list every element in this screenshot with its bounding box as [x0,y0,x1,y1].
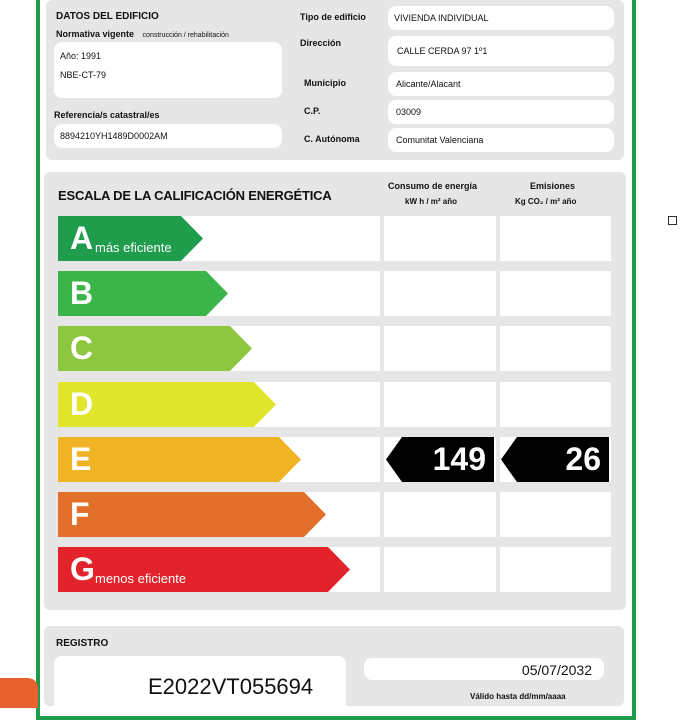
energy-cell-b [384,271,496,316]
class-letter-f: F [70,496,90,532]
class-letter-d: D [70,386,94,422]
registry-number: E2022VT055694 [148,674,314,699]
building-data-panel [46,0,624,160]
region-box [388,128,614,152]
emissions-rating-tag [501,437,609,482]
emissions-cell-c [500,326,611,371]
cadastral-ref-box [54,124,282,148]
class-arrow-a [58,216,203,261]
checkbox-icon[interactable] [668,216,677,225]
municipality-label: Municipio [304,78,346,88]
building-data-title: DATOS DEL EDIFICIO [56,11,159,22]
class-arrow-g [58,547,350,592]
address-box [388,36,614,66]
energy-cell-d [384,382,496,427]
class-arrow-d [58,382,276,427]
validity-note: Válido hasta dd/mm/aaaa [470,692,566,701]
address-value: CALLE CERDA 97 1º1 [397,46,488,56]
class-arrow-b [58,271,228,316]
norm-value: NBE-CT-79 [60,70,107,80]
cadastral-ref-value: 8894210YH1489D0002AM [60,131,168,141]
energy-cell-g [384,547,496,592]
cadastral-ref-label: Referencia/s catastral/es [54,110,160,120]
emissions-cell-f [500,492,611,537]
registry-panel [44,626,624,706]
energy-rating-tag-value: 149 [432,441,486,477]
registry-title: REGISTRO [56,638,109,649]
energy-unit: kW h / m² año [405,197,457,206]
year-value: Año: 1991 [60,51,102,61]
side-tab [0,678,38,708]
building-type-value: VIVIENDA INDIVIDUAL [394,13,489,23]
building-type-box [388,6,614,30]
class-extra-a: más eficiente [95,240,172,255]
energy-cell-f [384,492,496,537]
postal-code-value: 03009 [396,107,422,117]
registry-date-box [364,658,604,680]
class-letter-a: A [70,220,94,256]
class-arrow-f [58,492,326,537]
municipality-value: Alicante/Alacant [396,79,461,89]
energy-cell-a [384,216,496,261]
postal-code-label: C.P. [304,106,321,116]
energy-rating-tag [386,437,494,482]
class-letter-g: G [70,551,95,587]
address-label: Dirección [300,38,342,48]
emissions-unit: Kg CO₂ / m² año [515,197,577,206]
emissions-cell-a [500,216,611,261]
registry-number-box [54,656,346,716]
postal-code-box [388,100,614,124]
emissions-rating-tag-value: 26 [565,441,601,477]
energy-scale-title: ESCALA DE LA CALIFICACIÓN ENERGÉTICA [58,188,332,203]
class-letter-c: C [70,330,94,366]
region-value: Comunitat Valenciana [396,135,484,145]
registry-date: 05/07/2032 [521,662,592,678]
class-arrow-e [58,437,301,482]
municipality-box [388,72,614,96]
normativa-note: construcción / rehabilitación [142,32,229,39]
emissions-cell-g [500,547,611,592]
class-extra-g: menos eficiente [95,571,187,586]
region-label: C. Autónoma [304,134,360,144]
normativa-box [54,42,282,98]
emissions-cell-d [500,382,611,427]
class-arrow-c [58,326,252,371]
energy-cell-c [384,326,496,371]
building-type-label: Tipo de edificio [300,12,366,22]
emissions-cell-b [500,271,611,316]
normativa-label: Normativa vigente construcción / rehabilitación [56,29,229,39]
emissions-header: Emisiones [530,181,576,191]
class-letter-e: E [70,441,92,477]
class-letter-b: B [70,275,94,311]
energy-header: Consumo de energía [388,181,478,191]
